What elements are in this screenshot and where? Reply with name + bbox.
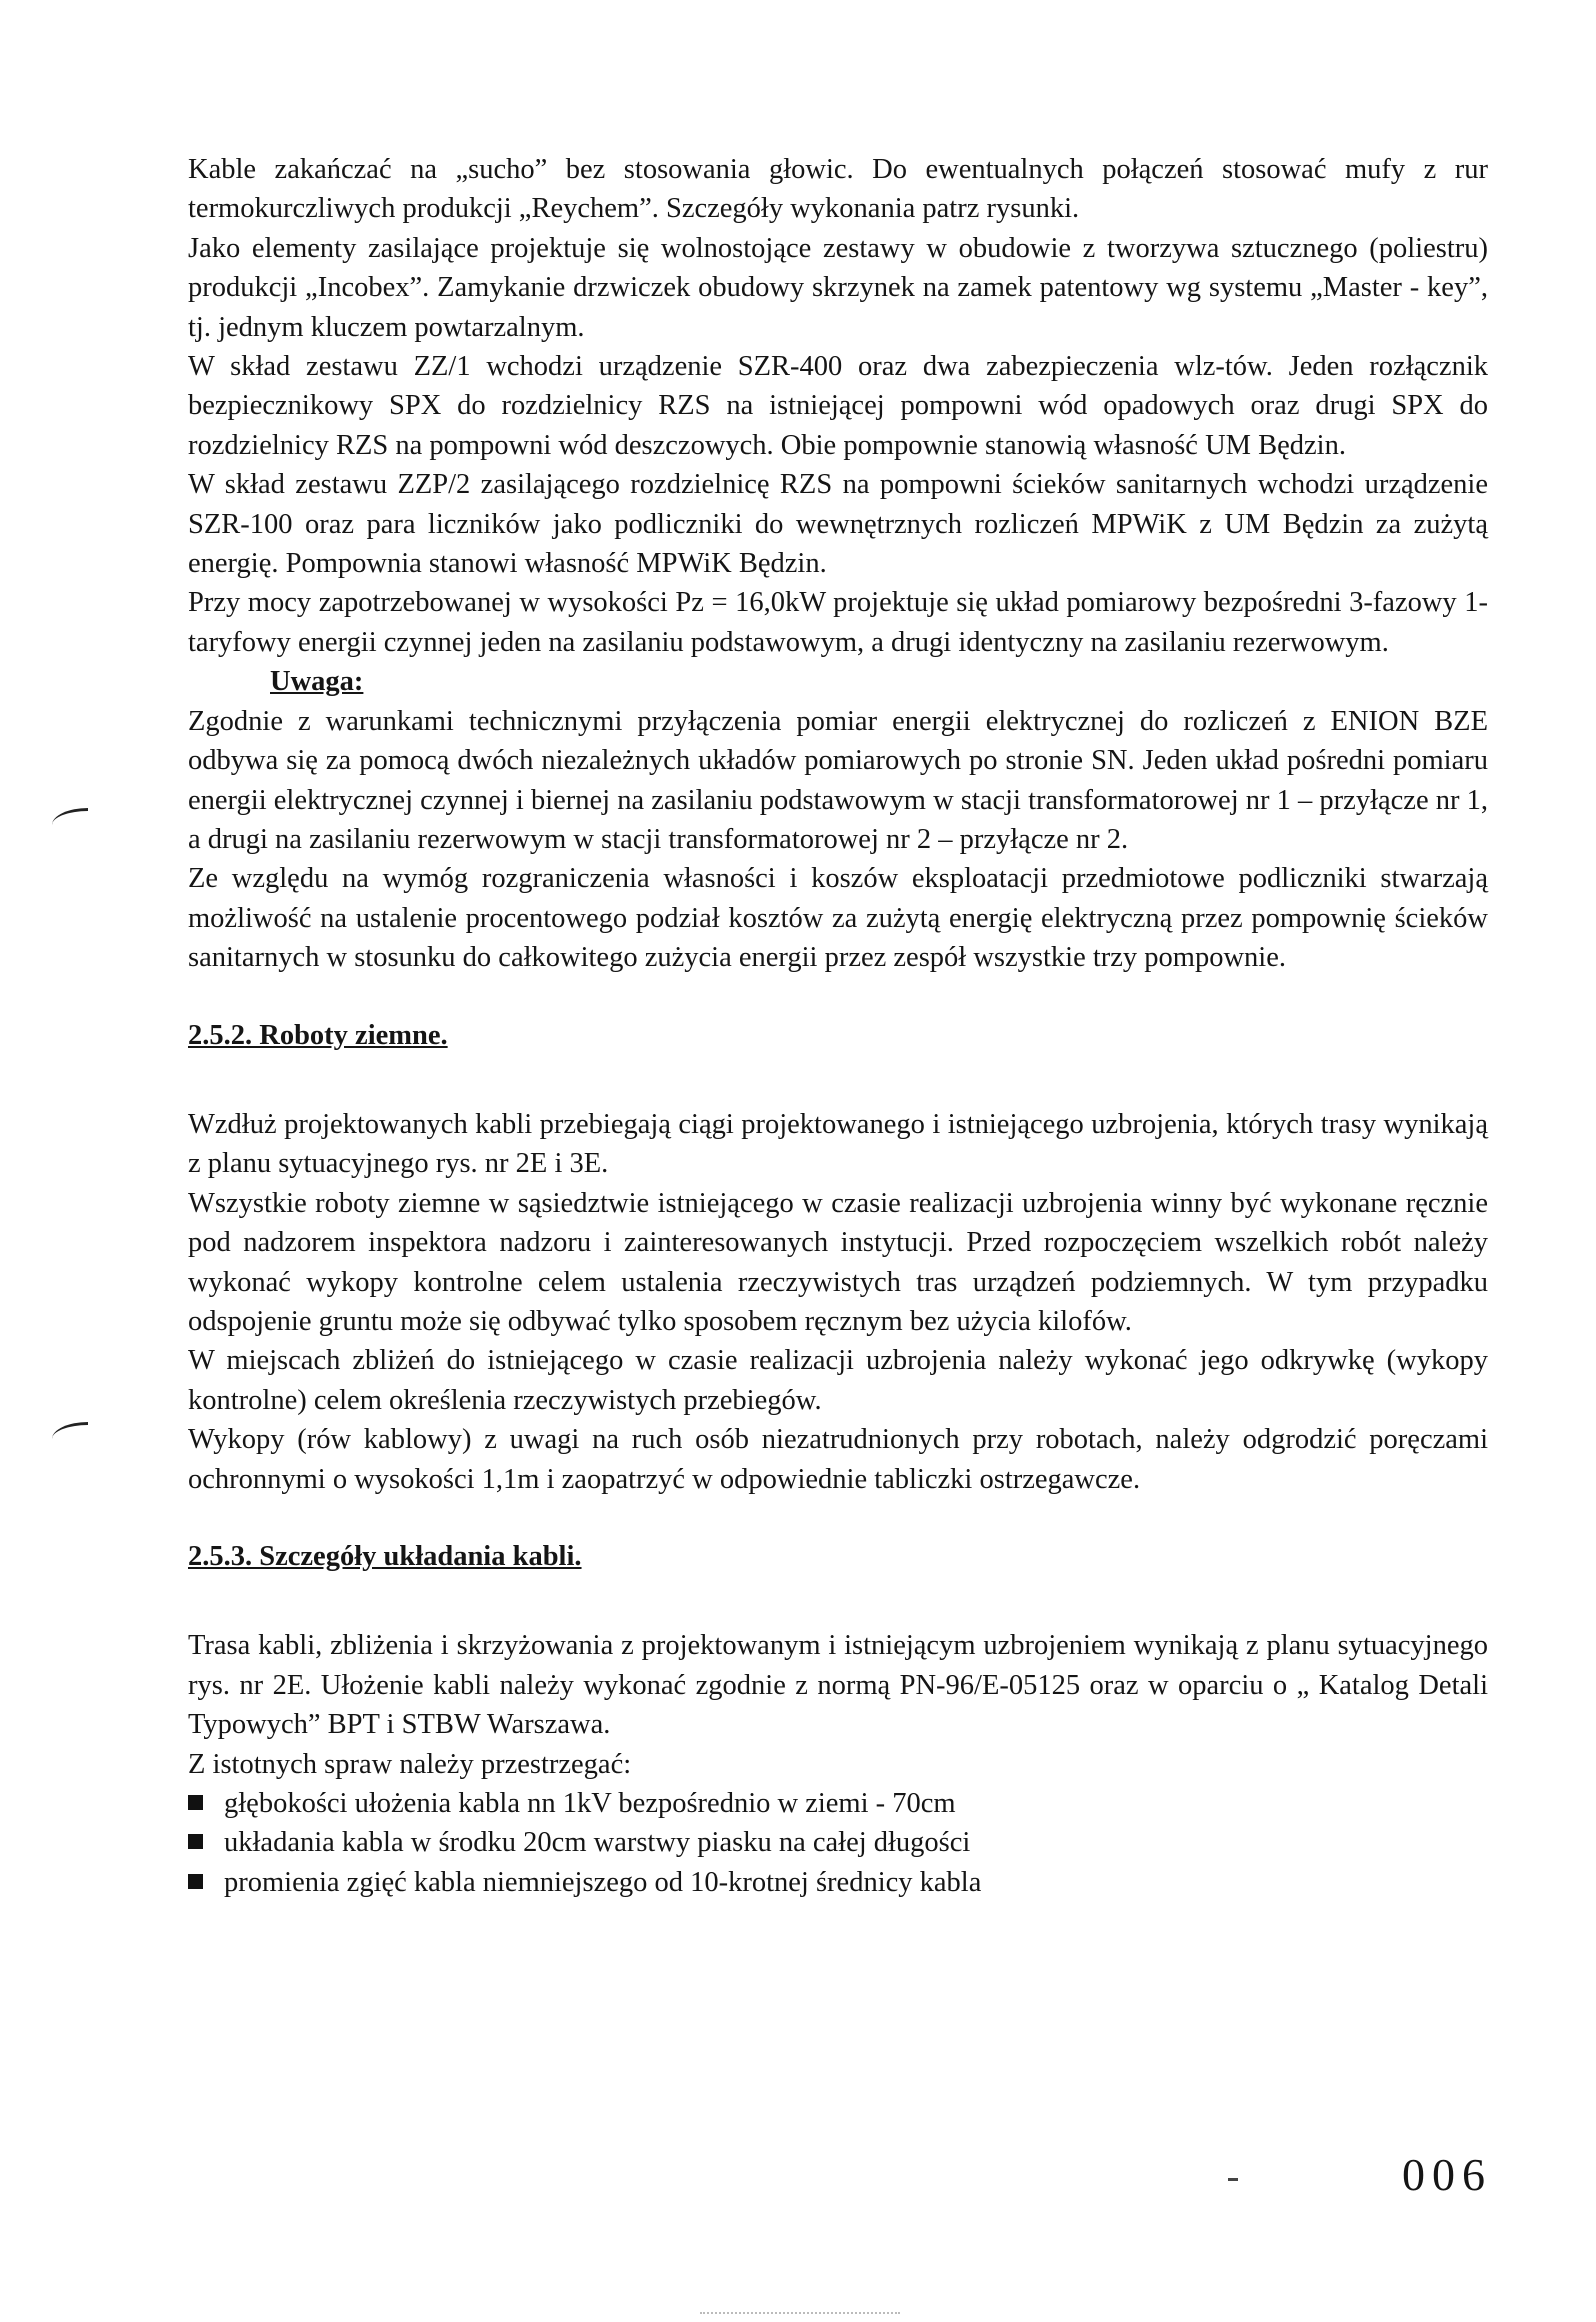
warning-paragraph-ownership: Ze względu na wymóg rozgraniczenia własności i koszów eksploatacji przedmiotowe podliczniki stwarzają możliwość na ustalenie procentowego podział kosztów za zużytą energię elektryczną przez pompownię ścieków sanitarnych w stosunku do całkowitego zużycia energii przez zespół wszystkie trzy pompownie. (188, 863, 1488, 974)
scan-edge-line (700, 2312, 900, 2316)
list-item-text: głębokości ułożenia kabla nn 1kV bezpośrednio w ziemi - 70cm (224, 1788, 956, 1820)
paragraph-set-zzp2: W skład zestawu ZZP/2 zasilającego rozdzielnicę RZS na pompowni ścieków sanitarnych wchodzi urządzenie SZR-100 oraz para liczników jako podliczniki do wewnętrznych rozliczeń MPWiK z UM Będzin za zużytą energię. Pompownia stanowi własność MPWiK Będzin. (188, 469, 1488, 580)
warning-title: Uwaga: (270, 666, 364, 698)
square-bullet-icon (188, 1874, 203, 1889)
document-page (188, 150, 1488, 1902)
warning-paragraph-conditions: Zgodnie z warunkami technicznymi przyłączenia pomiar energii elektrycznej do rozliczeń z ENION BZE odbywa się za pomocą dwóch niezależnych układów pomiarowych po stronie SN. Jeden układ pośredni pomiaru energii elektrycznej czynnej i biernej na zasilaniu podstawowym w stacji transformatorowej nr 1 – przyłącze nr 1, a drugi na zasilaniu rezerwowym w stacji transformatorowej nr 2 – przyłącze nr 2. (188, 705, 1488, 855)
earthworks-paragraph-4: Wykopy (rów kablowy) z uwagi na ruch osób niezatrudnionych przy robotach, należy odgrodzić poręczami ochronnymi o wysokości 1,1m i zaopatrzyć w odpowiednie tabliczki ostrzegawcze. (188, 1424, 1488, 1495)
list-item (188, 1784, 1488, 1823)
square-bullet-icon (188, 1834, 203, 1849)
margin-dash (1228, 2178, 1238, 2181)
earthworks-paragraph-2: Wszystkie roboty ziemne w sąsiedztwie istniejącego w czasie realizacji uzbrojenia winny być wykonane ręcznie pod nadzorem inspektora nadzoru i zainteresowanych instytucji. Przed rozpoczęciem wszelkich robót należy wykonać wykopy kontrolne celem ustalenia rzeczywistych tras urządzeń podziemnych. W tym przypadku odspojenie gruntu może się odbywać tylko sposobem ręcznym bez użycia kilofów. (188, 1187, 1488, 1337)
paragraph-supply-sets: Jako elementy zasilające projektuje się wolnostojące zestawy w obudowie z tworzywa sztucznego (poliestru) produkcji „Incobex”. Zamykanie drzwiczek obudowy skrzynek na zamek patentowy wg systemu „Master - key”, tj. jednym kluczem powtarzalnym. (188, 232, 1488, 343)
section-heading-cable-laying: 2.5.3. Szczegóły układania kabli. (188, 1541, 582, 1572)
page-number: 006 (1402, 2149, 1492, 2200)
section-heading-earthworks: 2.5.2. Roboty ziemne. (188, 1019, 448, 1051)
paragraph-cables-ending: Kable zakańczać na „sucho” bez stosowania głowic. Do ewentualnych połączeń stosować mufy z rur termokurczliwych produkcji „Reychem”. Szczegóły wykonania patrz rysunki. (188, 154, 1488, 225)
list-item-text: układania kabla w środku 20cm warstwy piasku na całej długości (224, 1827, 971, 1859)
earthworks-paragraph-1: Wzdłuż projektowanych kabli przebiegają ciągi projektowanego i istniejącego uzbrojenia, których trasy wynikają z planu sytuacyjnego rys. nr 2E i 3E. (188, 1108, 1488, 1180)
margin-mark-2 (52, 1422, 88, 1439)
list-item (188, 1863, 1488, 1902)
requirements-list (188, 1784, 1488, 1902)
square-bullet-icon (188, 1795, 203, 1810)
earthworks-paragraph-3: W miejscach zbliżeń do istniejącego w czasie realizacji uzbrojenia należy wykonać jego odkrywkę (wykopy kontrolne) celem określenia rzeczywistych przebiegów. (188, 1345, 1488, 1416)
list-item-text: promienia zgięć kabla niemniejszego od 10-krotnej średnicy kabla (224, 1866, 982, 1898)
list-item (188, 1823, 1488, 1862)
cable-laying-paragraph-1: Trasa kabli, zbliżenia i skrzyżowania z projektowanym i istniejącym uzbrojeniem wynikają z planu sytuacyjnego rys. nr 2E. Ułożenie kabli należy wykonać zgodnie z normą PN-96/E-05125 oraz w oparciu o „ Katalog Detali Typowych” BPT i STBW Warszawa. (188, 1630, 1488, 1741)
margin-mark-1 (52, 808, 88, 825)
paragraph-metering: Przy mocy zapotrzebowanej w wysokości Pz = 16,0kW projektuje się układ pomiarowy bezpośredni 3-fazowy 1-taryfowy energii czynnej jeden na zasilaniu podstawowym, a drugi identyczny na zasilaniu rezerwowym. (188, 587, 1488, 658)
cable-laying-paragraph-2: Z istotnych spraw należy przestrzegać: (188, 1748, 632, 1780)
paragraph-set-zz1: W skład zestawu ZZ/1 wchodzi urządzenie SZR-400 oraz dwa zabezpieczenia wlz-tów. Jeden rozłącznik bezpiecznikowy SPX do rozdzielnicy RZS na istniejącej pompowni wód opadowych oraz drugi SPX do rozdzielnicy RZS na pompowni wód deszczowych. Obie pompownie stanowią własność UM Będzin. (188, 351, 1488, 461)
